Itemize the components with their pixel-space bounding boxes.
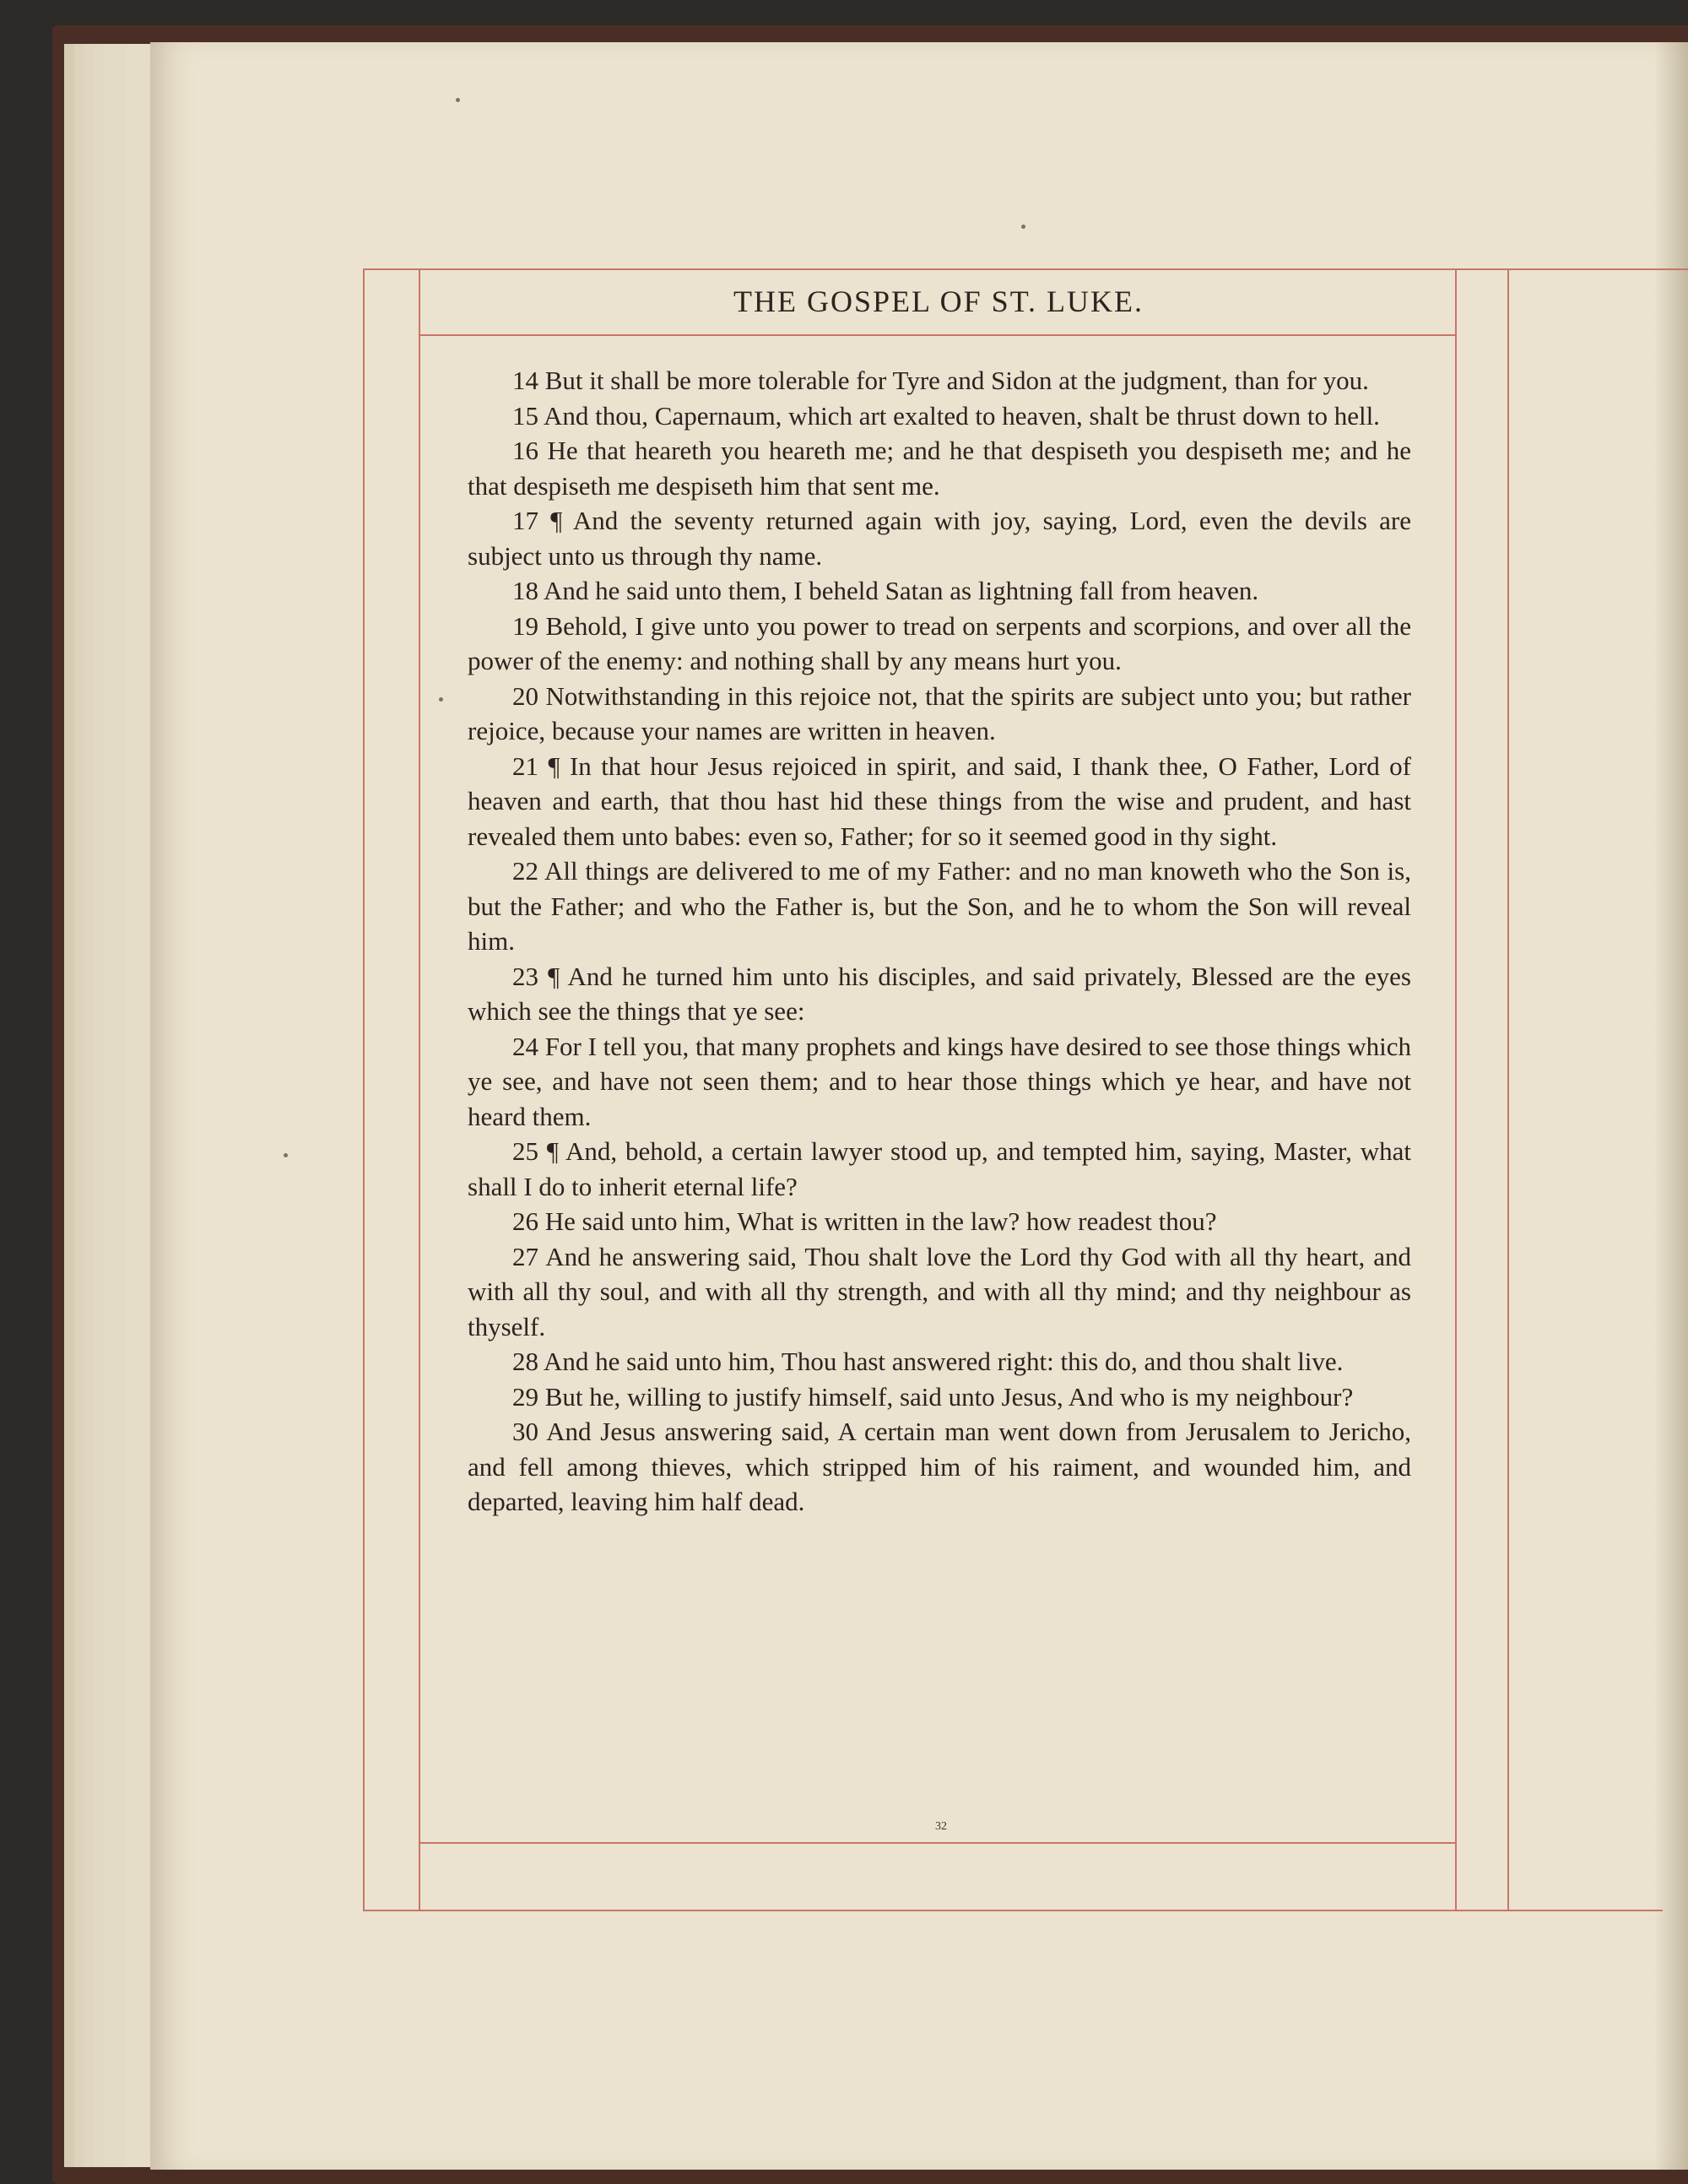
verse: 17 ¶ And the seventy returned again with joy, saying, Lord, even the devils are subject unto us through thy name. — [468, 506, 1411, 571]
head-rule — [419, 334, 1457, 336]
frame-rule-left-outer — [363, 268, 365, 1911]
running-head: THE GOSPEL OF ST. LUKE. — [733, 285, 1144, 318]
paper-speck — [1021, 225, 1025, 229]
frame-rule-bottom — [363, 1910, 1663, 1911]
frame-rule-right-outer — [1507, 268, 1509, 1911]
verse: 21 ¶ In that hour Jesus rejoiced in spirit, and said, I thank thee, O Father, Lord of heaven and earth, that thou hast hid these things from the wise and prudent, and hast revealed them unto babes: even so, Father; for so it seemed good in thy sight. — [468, 751, 1411, 851]
page-number: 32 — [935, 1820, 947, 1833]
verse: 14 But it shall be more tolerable for Tyre and Sidon at the judgment, than for you. — [512, 366, 1369, 395]
verse: 19 Behold, I give unto you power to tread on serpents and scorpions, and over all the power of the enemy: and nothing shall by any means hurt you. — [468, 610, 1411, 675]
paper-speck — [284, 1153, 288, 1157]
verse: 15 And thou, Capernaum, which art exalted to heaven, shalt be thrust down to hell. — [512, 400, 1380, 431]
verse: 26 He said unto him, What is written in the law? how readest thou? — [512, 1206, 1217, 1236]
verse: 16 He that heareth you heareth me; and he that despiseth you despiseth me; and he that despiseth me despiseth him that sent me. — [468, 436, 1411, 501]
frame-rule-right-inner — [1455, 268, 1457, 1911]
verse: 30 And Jesus answering said, A certain man went down from Jerusalem to Jericho, and fell among thieves, which stripped him of his raiment, and wounded him, and departed, leaving him half dead. — [468, 1417, 1411, 1516]
verse: 20 Notwithstanding in this rejoice not, that the spirits are subject unto you; but rather rejoice, because your names are written in heaven. — [468, 680, 1411, 745]
verse: 22 All things are delivered to me of my Father: and no man knoweth who the Son is, but the Father; and who the Father is, but the Son, and he to whom the Son will reveal him. — [468, 856, 1411, 956]
verse: 25 ¶ And, behold, a certain lawyer stood up, and tempted him, saying, Master, what shall I do to inherit eternal life? — [468, 1136, 1411, 1201]
page-gutter-shadow — [1654, 42, 1688, 2170]
frame-rule-left-inner — [419, 268, 420, 1911]
foot-rule — [419, 1842, 1457, 1844]
verse: 29 But he, willing to justify himself, said unto Jesus, And who is my neighbour? — [512, 1381, 1354, 1412]
verse: 23 ¶ And he turned him unto his disciples, and said privately, Blessed are the eyes which see the things that ye see: — [468, 961, 1411, 1026]
scripture-text — [468, 363, 1411, 1520]
verse: 18 And he said unto them, I beheld Satan as lightning fall from heaven. — [512, 576, 1259, 605]
verse: 24 For I tell you, that many prophets and kings have desired to see those things which ye see, and have not seen them; and to hear those things which ye hear, and have not heard them. — [468, 1031, 1412, 1131]
frame-rule-top — [363, 268, 1688, 270]
paper-speck — [439, 697, 443, 702]
verse: 27 And he answering said, Thou shalt love the Lord thy God with all thy heart, and with all thy soul, and with all thy strength, and with all thy mind; and thy neighbour as thyself. — [468, 1241, 1411, 1341]
verse: 28 And he said unto him, Thou hast answered right: this do, and thou shalt live. — [512, 1347, 1344, 1376]
paper-speck — [456, 98, 460, 102]
